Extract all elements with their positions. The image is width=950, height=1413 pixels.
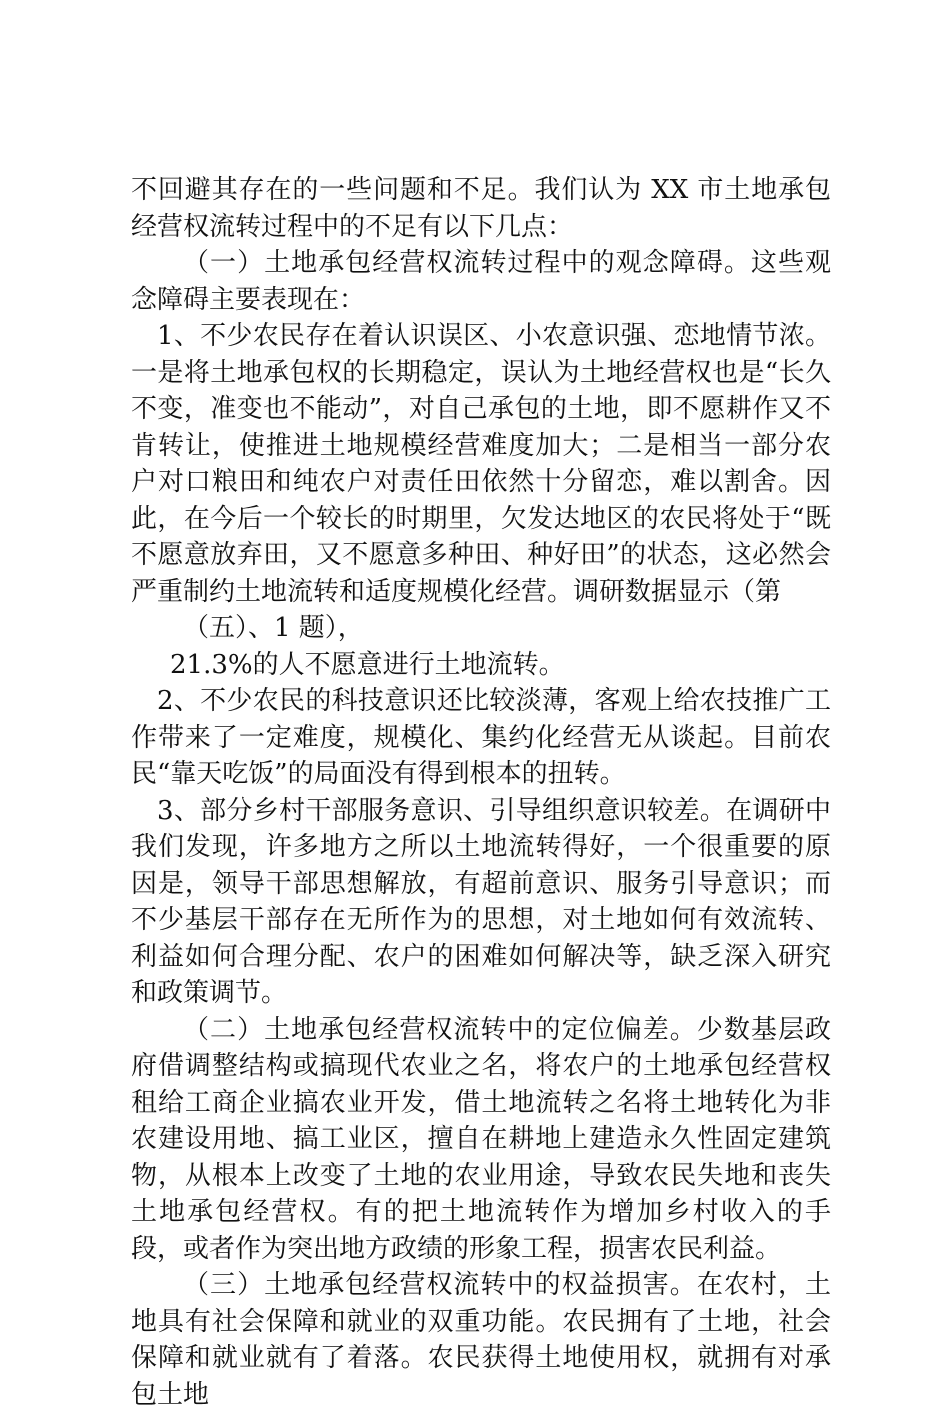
paragraph-section-2: （二）土地承包经营权流转中的定位偏差。少数基层政府借调整结构或搞现代农业之名，将农户的土地承包经营权租给工商企业搞农业开发，借土地流转之名将土地转化为非农建设用地、搞工业区，擅自在耕地上建造永久性固定建筑物，从根本上改变了土地的农业用途，导致农民失地和丧失土地承包经营权。有的把土地流转作为增加乡村收入的手段，或者作为突出地方政绩的形象工程，损害农民利益。	[131, 1014, 831, 1264]
paragraph-item-2: 2、不少农民的科技意识还比较淡薄，客观上给农技推广工作带来了一定难度，规模化、集约化经营无从谈起。目前农民“靠天吃饭”的局面没有得到根本的扭转。	[131, 686, 831, 789]
paragraph-question-ref: （五）、1 题），	[183, 613, 364, 643]
paragraph-item-1: 1、不少农民存在着认识误区、小农意识强、恋地情节浓。一是将土地承包权的长期稳定，误认为土地经营权也是“长久不变，准变也不能动”，对自己承包的土地，即不愿耕作又不肯转让，使推进土地规模经营难度加大；二是相当一部分农户对口粮田和纯农户对责任田依然十分留恋，难以割舍。因此，在今后一个较长的时期里，欠发达地区的农民将处于“既不愿意放弃田，又不愿意多种田、种好田”的状态，这必然会严重制约土地流转和适度规模化经营。调研数据显示（第	[131, 321, 831, 607]
document-body	[131, 172, 831, 1413]
paragraph-section-1-heading: （一）土地承包经营权流转过程中的观念障碍。这些观念障碍主要表现在：	[131, 248, 831, 315]
paragraph-item-3: 3、部分乡村干部服务意识、引导组织意识较差。在调研中我们发现，许多地方之所以土地流转得好，一个很重要的原因是，领导干部思想解放，有超前意识、服务引导意识；而不少基层干部存在无所作为的思想，对土地如何有效流转、利益如何合理分配、农户的困难如何解决等，缺乏深入研究和政策调节。	[131, 795, 831, 1008]
paragraph-statistic: 21.3%的人不愿意进行土地流转。	[170, 649, 565, 680]
paragraph-intro: 不回避其存在的一些问题和不足。我们认为 XX 市土地承包经营权流转过程中的不足有以下几点：	[131, 175, 831, 242]
paragraph-section-3: （三）土地承包经营权流转中的权益损害。在农村，土地具有社会保障和就业的双重功能。农民拥有了土地，社会保障和就业就有了着落。农民获得土地使用权，就拥有对承包土地	[131, 1270, 831, 1410]
